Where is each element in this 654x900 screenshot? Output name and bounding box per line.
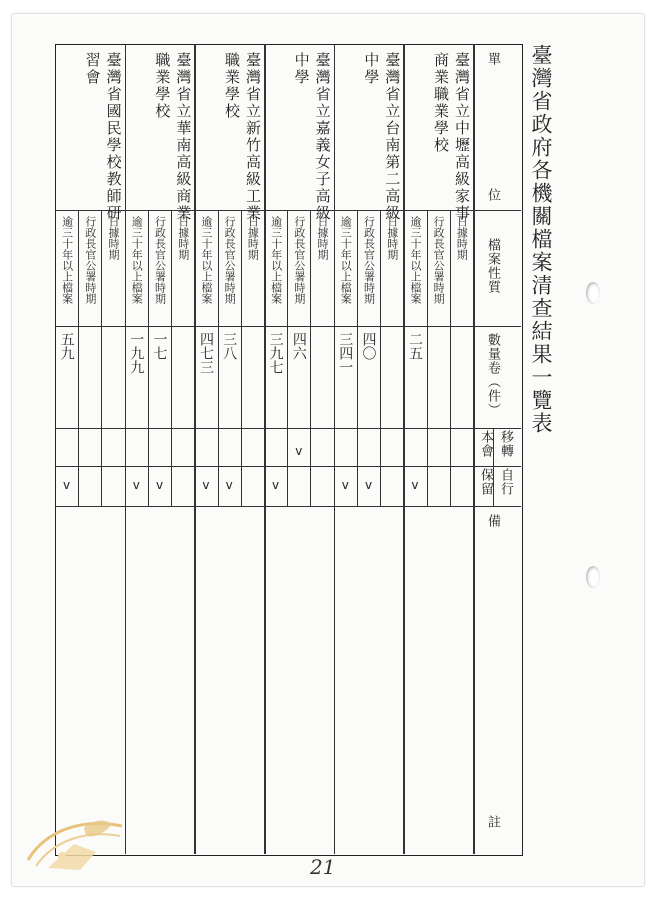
nature-label: 日據時期 xyxy=(316,216,330,260)
header-keep-a: 自行 xyxy=(498,468,513,496)
nature-label: 行政長官公署時期 xyxy=(432,216,446,304)
subcolumn-separator xyxy=(171,210,172,506)
header-keep-b: 保留 xyxy=(478,468,493,496)
column-separator xyxy=(55,428,521,429)
subcolumn-separator xyxy=(310,210,311,506)
nature-label: 逾三十年以上檔案 xyxy=(60,216,74,304)
nature-label: 行政長官公署時期 xyxy=(153,216,167,304)
unit-name-line: 職業學校 xyxy=(153,52,172,120)
punch-hole xyxy=(586,282,600,304)
nature-label: 日據時期 xyxy=(246,216,260,260)
unit-name-line: 商業職業學校 xyxy=(432,52,450,154)
quantity-value: 五九 xyxy=(58,332,75,360)
quantity-value: 三九七 xyxy=(267,332,284,374)
subcolumn-separator xyxy=(78,210,79,506)
quantity-value: 二五 xyxy=(406,332,423,360)
subcolumn-separator xyxy=(427,210,428,506)
row-separator xyxy=(403,44,405,854)
keep-check: v xyxy=(155,478,164,492)
nature-label: 日據時期 xyxy=(385,216,399,260)
header-remark-a: 備 xyxy=(485,514,500,528)
unit-name-line: 中學 xyxy=(362,52,381,86)
document-title: 臺灣省政府各機關檔案清查結果一覽表 xyxy=(529,44,553,435)
subcolumn-separator xyxy=(241,210,242,506)
unit-name-line: 中學 xyxy=(292,52,311,86)
column-separator xyxy=(55,466,521,467)
keep-check: v xyxy=(202,478,210,492)
unit-name-line: 臺灣省立台南第二高級 xyxy=(383,52,402,222)
unit-name-line: 臺灣省國民學校教師研 xyxy=(104,52,123,222)
header-unit-a: 單 xyxy=(485,52,500,66)
nature-label: 行政長官公署時期 xyxy=(83,216,97,304)
unit-name-line: 臺灣省立嘉義女子高級 xyxy=(313,52,332,222)
nature-label: 逾三十年以上檔案 xyxy=(130,216,144,304)
row-separator xyxy=(264,44,266,854)
transfer-check: v xyxy=(295,444,303,458)
unit-name-line: 臺灣省立華南高級商業 xyxy=(174,52,193,222)
nature-label: 日據時期 xyxy=(455,216,469,260)
nature-label: 逾三十年以上檔案 xyxy=(269,216,283,304)
subcolumn-separator xyxy=(287,210,288,506)
header-quantity: 數量卷（件） xyxy=(485,333,500,417)
subcolumn-separator xyxy=(101,210,102,506)
archive-logo-icon xyxy=(22,808,132,878)
quantity-value: 一九九 xyxy=(128,332,145,374)
nature-label: 逾三十年以上檔案 xyxy=(408,216,422,304)
header-transfer-a: 移轉 xyxy=(498,430,513,458)
keep-check: v xyxy=(364,478,373,492)
subcolumn-separator xyxy=(357,210,358,506)
quantity-value: 三四一 xyxy=(337,332,354,374)
keep-check: v xyxy=(63,478,71,492)
quantity-value: 四七三 xyxy=(197,332,214,374)
keep-check: v xyxy=(225,478,233,492)
quantity-value: 四六 xyxy=(290,332,307,360)
keep-check: v xyxy=(272,478,280,492)
page-number: 21 xyxy=(310,855,336,879)
nature-label: 日據時期 xyxy=(107,216,121,260)
header-separator xyxy=(473,44,475,854)
nature-label: 行政長官公署時期 xyxy=(292,216,306,304)
row-separator xyxy=(125,44,127,854)
unit-name-line: 臺灣省立中壢高級家事 xyxy=(453,52,471,222)
row-separator xyxy=(194,44,196,854)
unit-name-line: 臺灣省立新竹高級工業 xyxy=(244,52,262,222)
column-separator xyxy=(55,506,521,507)
header-remark-b: 註 xyxy=(485,815,500,829)
header-nature: 檔案性質 xyxy=(485,238,500,294)
keep-check: v xyxy=(132,478,140,492)
row-separator xyxy=(334,44,336,854)
punch-hole xyxy=(586,566,600,588)
header-unit-b: 位 xyxy=(485,188,500,202)
column-separator xyxy=(55,326,521,327)
keep-check: v xyxy=(411,478,419,492)
keep-check: v xyxy=(341,478,349,492)
unit-name-line: 職業學校 xyxy=(223,52,241,120)
quantity-value: 一七 xyxy=(151,332,168,360)
nature-label: 逾三十年以上檔案 xyxy=(339,216,353,304)
subcolumn-separator xyxy=(450,210,451,506)
subcolumn-separator xyxy=(380,210,381,506)
column-separator xyxy=(55,210,521,211)
quantity-value: 四〇 xyxy=(360,332,377,360)
quantity-value: 三八 xyxy=(221,332,238,360)
header-transfer-b: 本會 xyxy=(478,430,493,458)
nature-label: 行政長官公署時期 xyxy=(362,216,376,304)
unit-name-line: 習會 xyxy=(83,52,102,86)
nature-label: 日據時期 xyxy=(176,216,190,260)
subcolumn-separator xyxy=(148,210,149,506)
nature-label: 逾三十年以上檔案 xyxy=(199,216,213,304)
subcolumn-separator xyxy=(218,210,219,506)
nature-label: 行政長官公署時期 xyxy=(223,216,237,304)
